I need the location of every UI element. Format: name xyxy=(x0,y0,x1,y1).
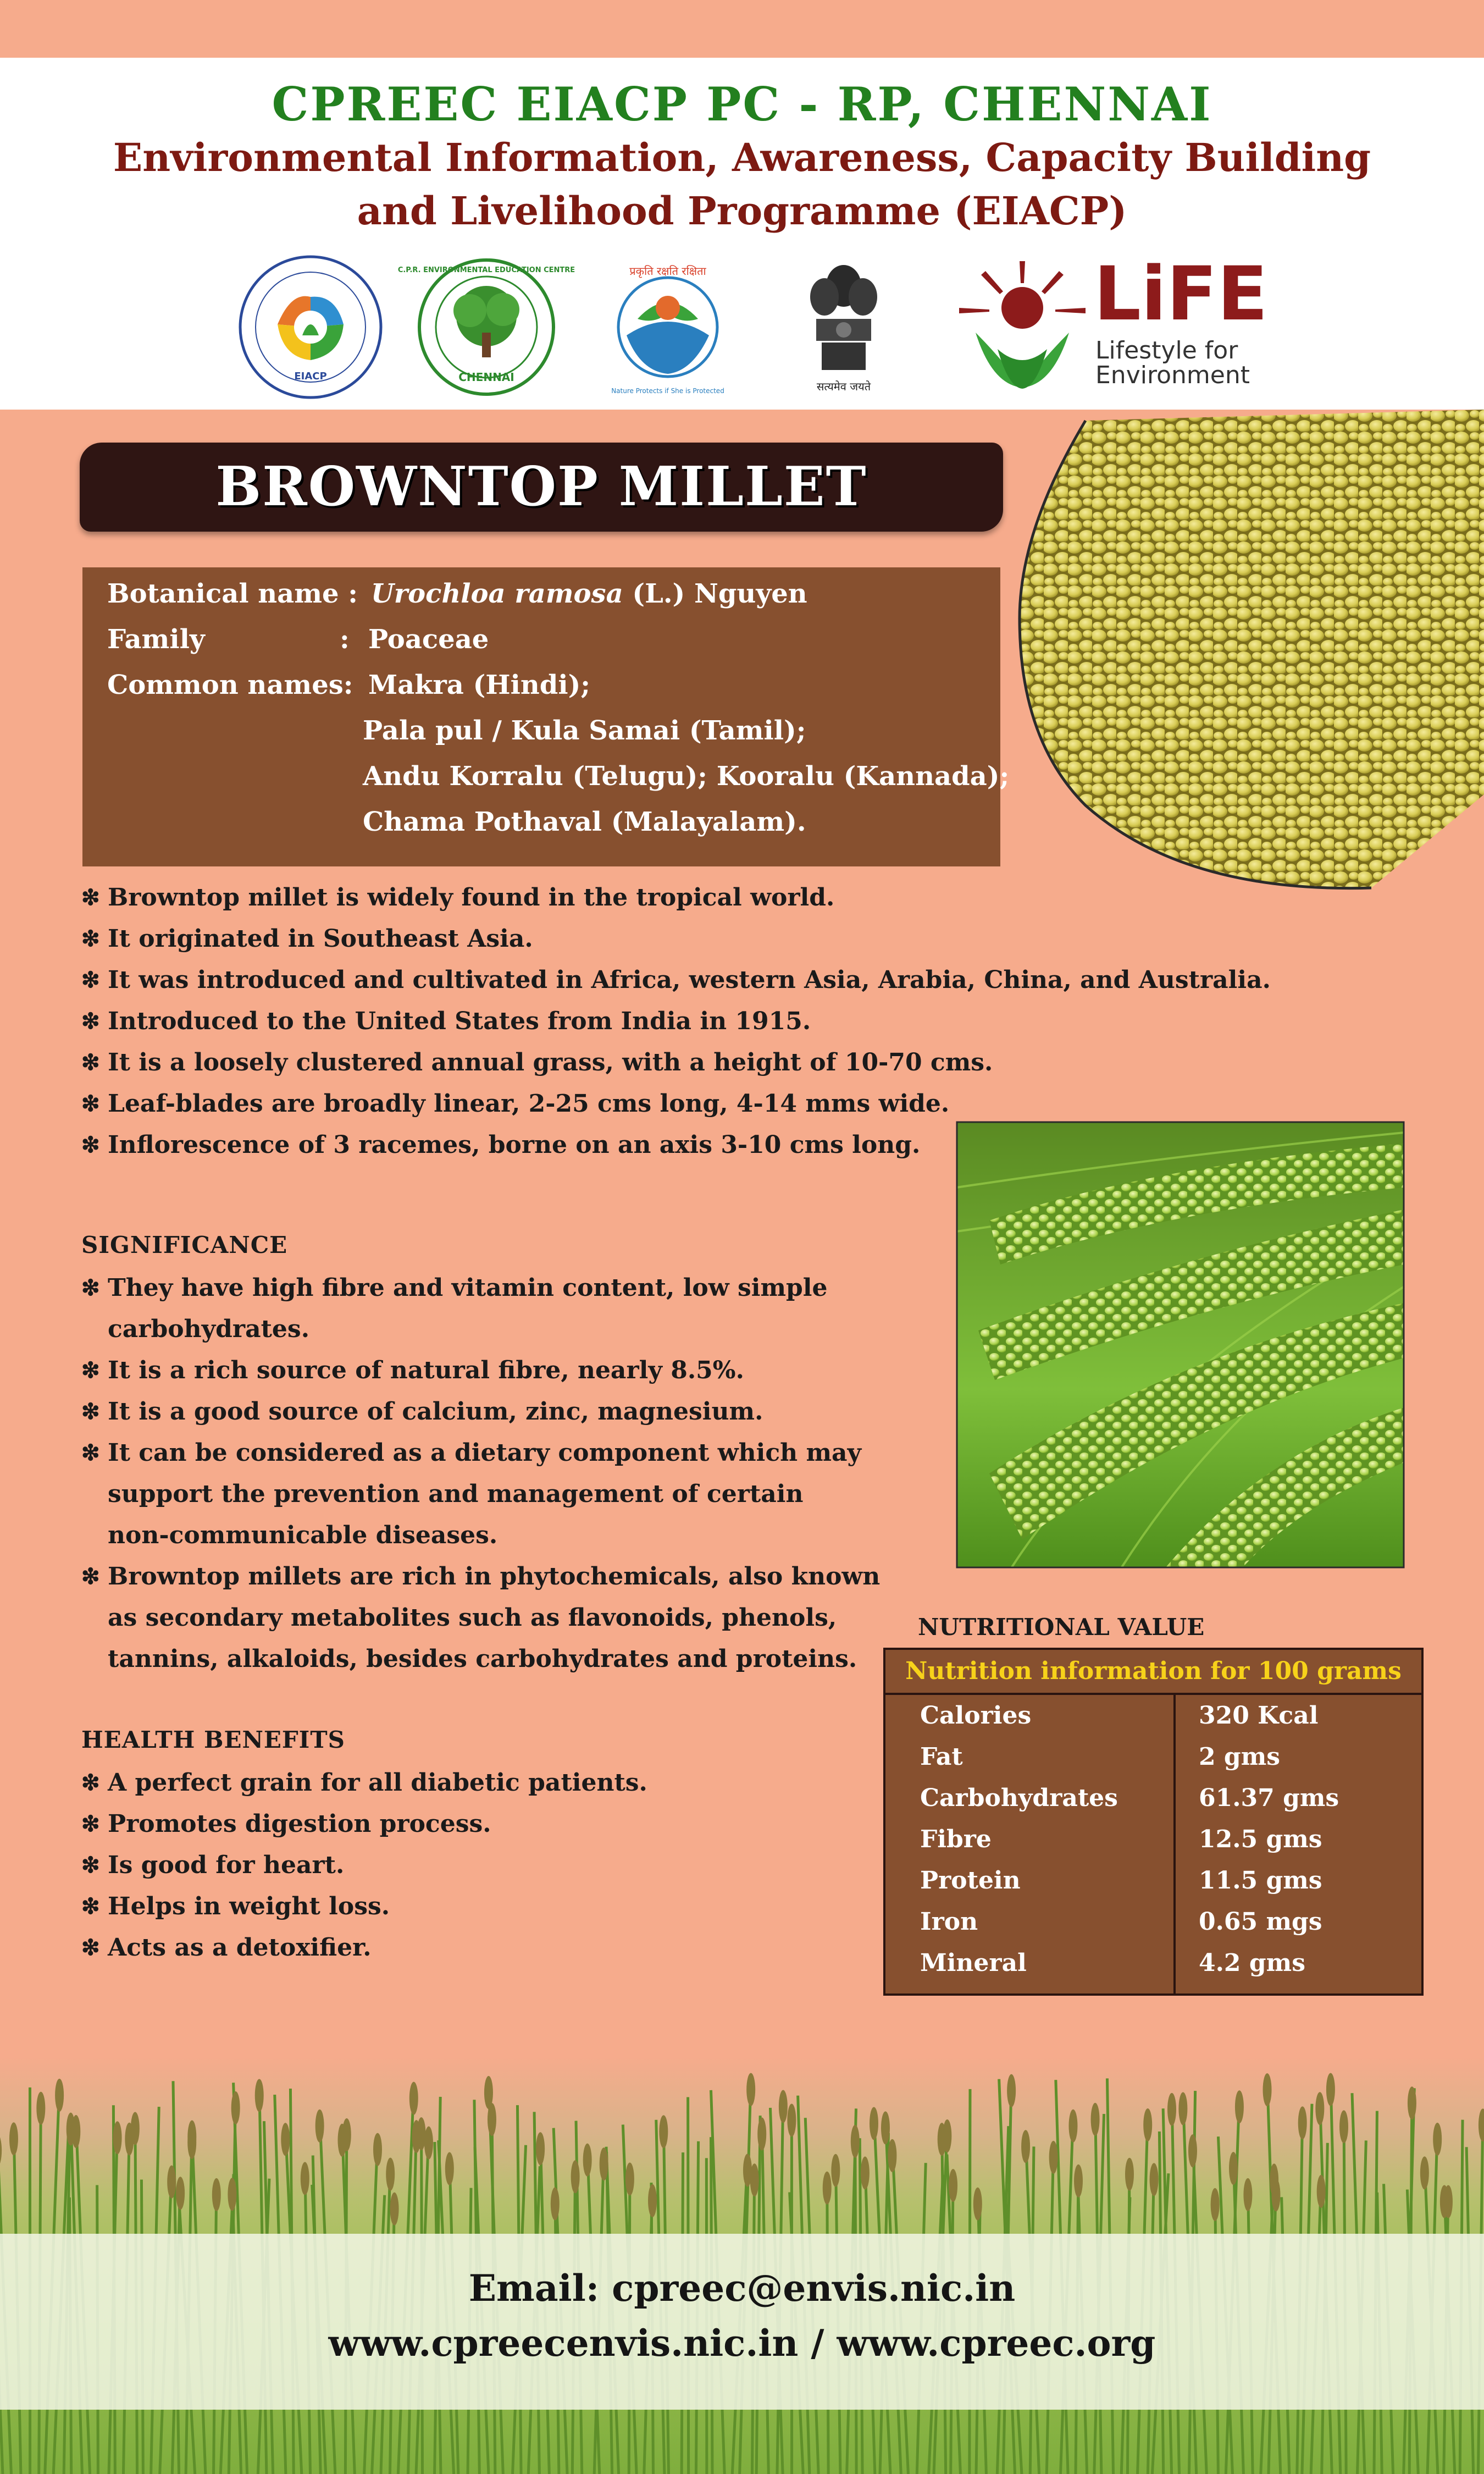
nutrient-name: Carbohydrates xyxy=(920,1784,1118,1812)
grass-seed-head xyxy=(337,2124,346,2157)
grass-seed-head xyxy=(1049,2141,1058,2174)
grass-seed-head xyxy=(315,2109,324,2142)
grass-seed-head xyxy=(1315,2092,1324,2125)
significance-text: carbohydrates. xyxy=(108,1315,310,1343)
list-item xyxy=(81,1391,880,1432)
grass-seed-head xyxy=(1150,2163,1159,2196)
bullet-icon: ❇ xyxy=(81,885,100,910)
millet-title: BROWNTOP MILLET xyxy=(215,455,867,518)
grass-seed-head xyxy=(1235,2090,1244,2123)
grass-seed-head xyxy=(417,2117,426,2150)
cpr-eec-logo xyxy=(397,256,575,399)
bullet-icon: ❇ xyxy=(81,1770,100,1796)
bullet-icon: ❇ xyxy=(81,1132,100,1158)
family-colon: : xyxy=(340,624,350,655)
nutrient-name: Mineral xyxy=(920,1949,1027,1977)
botanical-name-label: Botanical name : xyxy=(107,578,358,609)
nutrient-name: Fat xyxy=(920,1743,963,1771)
grass-seed-head xyxy=(1408,2086,1416,2119)
grass-seed-head xyxy=(1243,2178,1252,2211)
nutrient-value: 12.5 gms xyxy=(1199,1825,1322,1853)
grass-seed-head xyxy=(9,2122,18,2155)
life-logo-title: LiFE xyxy=(1094,251,1268,337)
grass-seed-head xyxy=(255,2079,264,2112)
nutrient-value: 320 Kcal xyxy=(1199,1702,1319,1730)
grass-seed-head xyxy=(1298,2106,1307,2139)
contact-footer xyxy=(0,2234,1484,2410)
grass-seed-head xyxy=(600,2147,608,2180)
list-item xyxy=(81,1845,647,1886)
grass-seed-head xyxy=(973,2188,982,2221)
eiacp-logo-text: EIACP xyxy=(294,371,327,382)
grass-seed-head xyxy=(1125,2158,1134,2191)
nutrient-value: 4.2 gms xyxy=(1199,1949,1305,1977)
grass-seed-head xyxy=(231,2091,240,2124)
nutrient-name: Protein xyxy=(920,1866,1021,1895)
grass-seed-head xyxy=(583,2144,592,2177)
health-benefit-text: Promotes digestion process. xyxy=(108,1810,491,1838)
significance-text: non-communicable diseases. xyxy=(108,1521,498,1549)
significance-text: Browntop millets are rich in phytochemicals, also known xyxy=(108,1562,881,1591)
list-item xyxy=(81,1083,1271,1124)
grass-seed-head xyxy=(1339,2110,1348,2143)
grass-seed-head xyxy=(390,2193,399,2226)
table-row xyxy=(885,1942,1421,1984)
grass-seed-head xyxy=(71,2115,80,2148)
grass-seed-head xyxy=(861,2156,870,2189)
list-item xyxy=(81,1556,880,1680)
grass-seed-head xyxy=(551,2188,560,2221)
grass-seed-head xyxy=(851,2125,860,2158)
grass-seed-head xyxy=(571,2160,580,2193)
grass-seed-head xyxy=(1317,2175,1326,2208)
fact-text: Inflorescence of 3 racemes, borne on an axis 3-10 cms long. xyxy=(108,1131,921,1159)
grass-seed-head xyxy=(176,2177,185,2210)
bullet-icon: ❇ xyxy=(81,1811,100,1837)
contact-websites: www.cpreecenvis.nic.in / www.cpreec.org xyxy=(328,2322,1156,2365)
significance-text: It can be considered as a dietary component which may xyxy=(108,1439,862,1467)
grass-seed-head xyxy=(301,2162,309,2195)
grass-seed-head xyxy=(1263,2073,1272,2106)
grass-seed-head xyxy=(0,2134,2,2167)
family-value: Poaceae xyxy=(368,624,489,655)
grass-seed-head xyxy=(648,2184,657,2217)
grass-seed-head xyxy=(373,2133,382,2166)
national-emblem xyxy=(800,256,888,401)
bullet-icon: ❇ xyxy=(81,1935,100,1961)
list-item xyxy=(81,1803,647,1845)
grass-seed-head xyxy=(409,2082,418,2115)
nature-logo-hindi: प्रकृति रक्षति रक्षिता xyxy=(629,264,706,278)
grass-seed-head xyxy=(746,2073,755,2106)
grass-seed-head xyxy=(659,2115,668,2148)
nutrient-value: 0.65 mgs xyxy=(1199,1908,1322,1936)
nutrition-caption: Nutrition information for 100 grams xyxy=(885,1650,1421,1695)
grass-seed-head xyxy=(1420,2156,1429,2189)
significance-text: tannins, alkaloids, besides carbohydrates and proteins. xyxy=(108,1645,857,1673)
grass-seed-head xyxy=(445,2152,454,2185)
millet-title-bar xyxy=(80,443,1003,532)
bullet-icon: ❇ xyxy=(81,1564,100,1589)
health-benefits-heading: HEALTH BENEFITS xyxy=(81,1726,345,1753)
grass-seed-head xyxy=(55,2079,64,2112)
health-benefit-text: Acts as a detoxifier. xyxy=(108,1934,372,1962)
grass-seed-head xyxy=(187,2126,196,2159)
fact-text: Leaf-blades are broadly linear, 2-25 cms long, 4-14 mms wide. xyxy=(108,1090,950,1118)
fact-text: Introduced to the United States from India in 1915. xyxy=(108,1007,811,1035)
grass-seed-head xyxy=(1021,2130,1030,2163)
table-row xyxy=(885,1901,1421,1942)
nutrient-value: 11.5 gms xyxy=(1199,1866,1322,1895)
grass-seed-head xyxy=(1188,2134,1197,2167)
grass-seed-head xyxy=(1326,2073,1335,2106)
bullet-icon: ❇ xyxy=(81,1275,100,1301)
bullet-icon: ❇ xyxy=(81,1893,100,1919)
top-band xyxy=(0,0,1484,58)
grass-seed-head xyxy=(36,2092,45,2125)
bullet-icon: ❇ xyxy=(81,1440,100,1466)
grass-seed-head xyxy=(113,2121,122,2154)
list-item xyxy=(81,1350,880,1391)
grass-seed-head xyxy=(536,2132,545,2165)
fact-text: It is a loosely clustered annual grass, with a height of 10-70 cms. xyxy=(108,1048,993,1076)
nutrition-table xyxy=(883,1648,1424,1996)
grass-seed-head xyxy=(131,2112,140,2145)
life-logo-line2: Environment xyxy=(1095,361,1250,389)
bullet-icon: ❇ xyxy=(81,1008,100,1034)
bullet-icon: ❇ xyxy=(81,926,100,952)
list-item xyxy=(81,918,1271,959)
grass-seed-head xyxy=(1178,2092,1187,2125)
health-benefit-text: Helps in weight loss. xyxy=(108,1892,390,1920)
bullet-icon: ❇ xyxy=(81,1091,100,1117)
grass-seed-head xyxy=(938,2123,946,2156)
grass-seed-head xyxy=(281,2123,290,2156)
contact-email: Email: cpreec@envis.nic.in xyxy=(468,2267,1016,2310)
nature-logo-english: Nature Protects if She is Protected xyxy=(611,387,724,395)
common-names-label: Common names: xyxy=(107,670,353,700)
grass-seed-head xyxy=(1433,2123,1442,2156)
grass-seed-head xyxy=(1479,2108,1484,2141)
bullet-icon: ❇ xyxy=(81,1852,100,1878)
bullet-icon: ❇ xyxy=(81,967,100,993)
grass-seed-head xyxy=(167,2166,176,2199)
grass-seed-head xyxy=(1440,2185,1449,2218)
list-item xyxy=(81,1267,880,1350)
nutrient-name: Fibre xyxy=(920,1825,992,1853)
botanical-name-author: (L.) Nguyen xyxy=(623,578,807,609)
list-item xyxy=(81,1042,1271,1083)
life-logo-icon xyxy=(959,261,1086,390)
grass-seed-head xyxy=(1271,2178,1280,2211)
common-name-3: Andu Korralu (Telugu); Kooralu (Kannada); xyxy=(363,761,1010,792)
botanical-name-value xyxy=(371,578,807,609)
health-benefits-list xyxy=(81,1762,647,1968)
significance-text: support the prevention and management of certain xyxy=(108,1480,804,1508)
list-item xyxy=(81,1927,647,1968)
fact-text: Browntop millet is widely found in the tropical world. xyxy=(108,883,835,912)
grass-seed-head xyxy=(1143,2108,1152,2141)
grass-seed-head xyxy=(1074,2164,1083,2197)
bullet-icon: ❇ xyxy=(81,1357,100,1383)
fact-text: It originated in Southeast Asia. xyxy=(108,925,533,953)
grass-seed-head xyxy=(949,2169,957,2202)
bullet-icon: ❇ xyxy=(81,1050,100,1075)
table-row xyxy=(885,1777,1421,1819)
grass-seed-head xyxy=(1229,2152,1238,2185)
list-item xyxy=(81,877,1271,918)
list-item xyxy=(81,1432,880,1556)
grass-seed-head xyxy=(625,2162,634,2195)
grass-seed-head xyxy=(787,2103,796,2136)
significance-heading: SIGNIFICANCE xyxy=(81,1232,288,1258)
grass-seed-head xyxy=(750,2163,759,2196)
grass-seed-head xyxy=(888,2139,896,2172)
grass-seed-head xyxy=(779,2090,788,2123)
significance-text: as secondary metabolites such as flavonoids, phenols, xyxy=(108,1604,837,1632)
table-row xyxy=(885,1819,1421,1860)
grass-seed-head xyxy=(212,2178,221,2211)
grass-seed-head xyxy=(1091,2103,1100,2136)
bullet-icon: ❇ xyxy=(81,1399,100,1424)
significance-text: They have high fibre and vitamin content, low simple xyxy=(108,1274,828,1302)
grass-seed-head xyxy=(1007,2074,1016,2107)
botanical-name-italic: Urochloa ramosa xyxy=(371,578,623,609)
page-title: CPREEC EIACP PC - RP, CHENNAI xyxy=(272,77,1212,131)
grass-seed-head xyxy=(1068,2109,1077,2142)
list-item xyxy=(81,1762,647,1803)
header xyxy=(0,58,1484,410)
significance-text: It is a rich source of natural fibre, nearly 8.5%. xyxy=(108,1356,744,1384)
grass-seed-head xyxy=(1167,2093,1176,2126)
nutrient-value: 61.37 gms xyxy=(1199,1784,1339,1812)
family-label: Family xyxy=(107,624,205,655)
fact-text: It was introduced and cultivated in Africa, western Asia, Arabia, China, and Australia. xyxy=(108,966,1271,994)
cpr-eec-logo-text: C.P.R. ENVIRONMENTAL EDUCATION CENTRE xyxy=(397,266,575,274)
common-name-2: Pala pul / Kula Samai (Tamil); xyxy=(363,715,806,746)
nature-protects-logo xyxy=(605,253,731,401)
grass-seed-head xyxy=(386,2158,395,2191)
nutritional-value-heading: NUTRITIONAL VALUE xyxy=(918,1614,1205,1641)
grass-seed-head xyxy=(881,2111,890,2144)
grass-seed-head xyxy=(823,2172,832,2205)
health-benefit-text: A perfect grain for all diabetic patients. xyxy=(108,1769,647,1797)
table-row xyxy=(885,1736,1421,1777)
table-row xyxy=(885,1860,1421,1901)
cpr-eec-logo-city: CHENNAI xyxy=(458,371,514,384)
list-item xyxy=(81,1886,647,1927)
grass-seed-head xyxy=(484,2076,493,2109)
emblem-motto: सत्यमेव जयते xyxy=(816,380,871,393)
common-name-4: Chama Pothaval (Malayalam). xyxy=(363,807,806,837)
nutrient-value: 2 gms xyxy=(1199,1743,1281,1771)
programme-subtitle-line1: Environmental Information, Awareness, Capacity Building xyxy=(113,135,1371,180)
botanical-info-box xyxy=(82,567,1010,866)
grass-seed-head xyxy=(757,2118,766,2151)
eiacp-logo xyxy=(236,253,385,401)
grass-seed-head xyxy=(1211,2188,1220,2221)
health-benefit-text: Is good for heart. xyxy=(108,1851,345,1879)
millet-plant-photo xyxy=(956,1122,1404,1568)
nutrient-name: Iron xyxy=(920,1908,978,1936)
millet-seeds-photo xyxy=(1020,410,1484,893)
programme-subtitle-line2: and Livelihood Programme (EIACP) xyxy=(357,188,1127,234)
nutrient-name: Calories xyxy=(920,1702,1032,1730)
list-item xyxy=(81,1001,1271,1042)
significance-list xyxy=(81,1267,880,1680)
grass-seed-head xyxy=(228,2178,236,2211)
grass-seed-head xyxy=(831,2154,840,2187)
table-row xyxy=(885,1695,1421,1736)
list-item xyxy=(81,959,1271,1001)
grass-seed-head xyxy=(870,2107,878,2140)
significance-text: It is a good source of calcium, zinc, magnesium. xyxy=(108,1398,763,1426)
life-logo-line1: Lifestyle for xyxy=(1095,336,1238,365)
common-name-1: Makra (Hindi); xyxy=(368,670,591,700)
